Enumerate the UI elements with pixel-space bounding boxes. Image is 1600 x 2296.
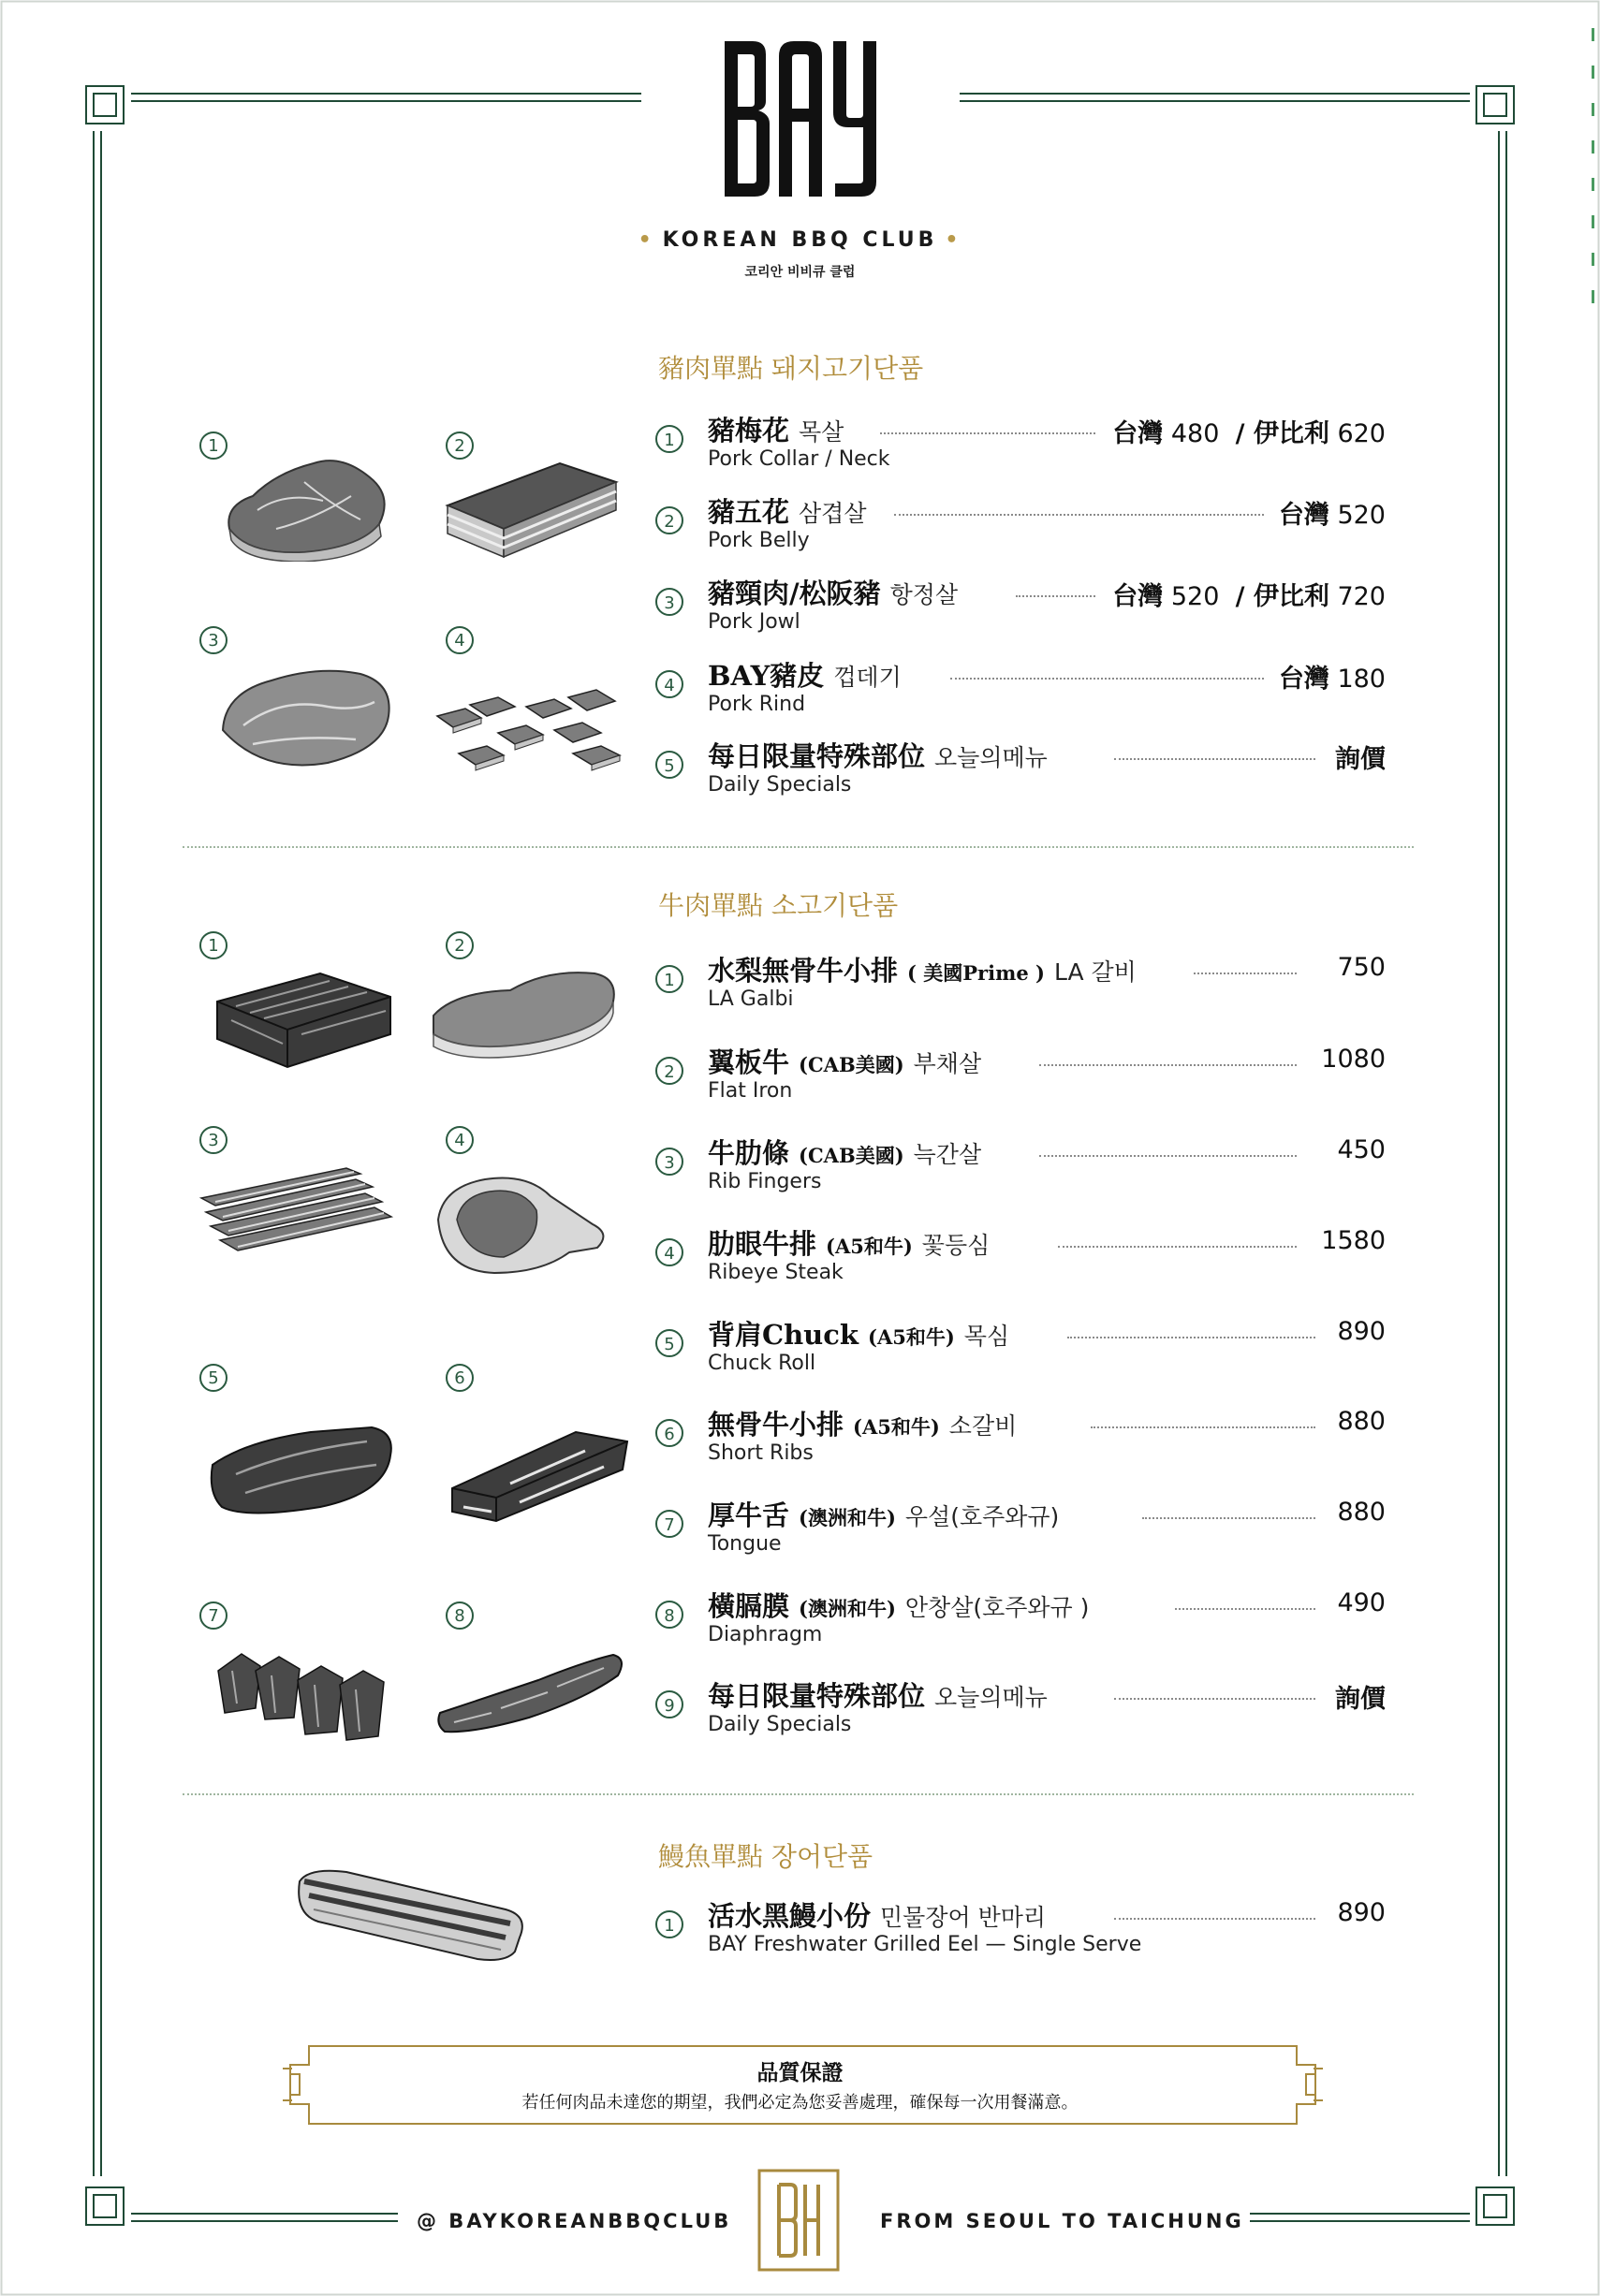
dot-leader <box>1114 758 1315 760</box>
guarantee-text: 若任何肉品未達您的期望，我們必定為您妥善處理，確保每一次用餐滿意。 <box>521 2093 1079 2113</box>
beef-thumb-number-4: 4 <box>446 1126 474 1154</box>
dot-leader <box>1016 595 1095 597</box>
item-origin: ( 美國Prime ) <box>907 961 1045 985</box>
item-name-kr: 부채살 <box>913 1050 982 1077</box>
chuck-roll-illustration <box>208 1418 395 1521</box>
item-name-zh: 水梨無骨牛小排 <box>708 955 899 987</box>
item-name-zh: 活水黑鰻小份 <box>708 1900 872 1932</box>
item-number: 2 <box>655 1057 683 1085</box>
pork-thumb-number-3: 3 <box>199 626 228 654</box>
dot-leader <box>1039 1064 1297 1066</box>
item-name-en: Daily Specials <box>708 1713 852 1736</box>
bay-logo <box>712 36 899 204</box>
item-price <box>1335 1678 1386 1715</box>
beef-item-7 <box>655 1495 1386 1560</box>
item-number: 7 <box>655 1510 683 1538</box>
item-number: 6 <box>655 1419 683 1447</box>
pork-thumb-number-2: 2 <box>446 431 474 460</box>
price-taiwan: 480 <box>1170 419 1220 448</box>
dot-leader <box>950 678 1264 680</box>
pork-thumb-number-4: 4 <box>446 626 474 654</box>
item-number: 2 <box>655 506 683 534</box>
short-ribs-illustration <box>445 1418 632 1526</box>
beef-thumb-number-3: 3 <box>199 1126 228 1154</box>
club-name-text: KOREAN BBQ CLUB <box>662 228 938 252</box>
item-number: 1 <box>655 1910 683 1938</box>
beef-item-5 <box>655 1314 1386 1380</box>
item-name-en: Flat Iron <box>708 1079 793 1103</box>
item-price: 450 <box>1337 1135 1386 1164</box>
item-name-kr: 항정살 <box>889 581 959 608</box>
beef-thumb-number-1: 1 <box>199 931 228 959</box>
item-name-kr: 오늘의메뉴 <box>934 1684 1048 1711</box>
item-name-zh: 翼板牛 <box>708 1046 790 1078</box>
beef-section-title: 牛肉單點 소고기단품 <box>658 890 899 921</box>
price-market: 詢價 <box>1335 1685 1386 1714</box>
item-number: 8 <box>655 1601 683 1629</box>
pork-thumb-number-1: 1 <box>199 431 228 460</box>
item-name-en: Pork Jowl <box>708 610 800 634</box>
diaphragm-illustration <box>435 1647 627 1736</box>
beef-thumb-number-7: 7 <box>199 1601 228 1630</box>
item-number: 5 <box>655 1329 683 1357</box>
item-price <box>1112 576 1386 612</box>
eel-illustration <box>290 1858 534 1970</box>
price-label-taiwan: 台灣 <box>1112 582 1164 611</box>
item-price <box>1335 739 1386 775</box>
beef-thumb-number-6: 6 <box>446 1364 474 1392</box>
beef-item-4 <box>655 1223 1386 1289</box>
pork-belly-illustration <box>438 454 625 562</box>
item-name-en: Tongue <box>708 1532 782 1556</box>
item-name-kr: 목살 <box>799 418 844 446</box>
pork-rind-illustration <box>433 688 629 777</box>
pork-jowl-illustration <box>215 660 398 777</box>
dot-leader <box>1091 1426 1315 1428</box>
price-iberico: 720 <box>1337 582 1386 611</box>
tongue-illustration <box>213 1643 387 1750</box>
item-name-zh: 無骨牛小排 <box>708 1409 844 1440</box>
dot-leader <box>1067 1337 1315 1338</box>
item-name-kr: 늑간살 <box>913 1141 982 1168</box>
item-number: 1 <box>655 965 683 993</box>
item-name-en: Short Ribs <box>708 1441 814 1465</box>
item-name-zh: BAY豬皮 <box>708 660 825 692</box>
item-name-kr: 꽃등심 <box>921 1232 991 1259</box>
pork-item-3 <box>655 573 1386 638</box>
dot-leader <box>1175 1608 1315 1610</box>
item-name-zh: 豬頸肉/松阪豬 <box>708 578 881 609</box>
price-taiwan: 180 <box>1337 665 1386 694</box>
item-price: 890 <box>1337 1898 1386 1927</box>
guarantee-title: 品質保證 <box>756 2060 844 2085</box>
item-name-zh: 每日限量特殊部位 <box>708 740 926 772</box>
item-origin: (A5和牛) <box>868 1325 955 1349</box>
price-label-iberico: / 伊比利 <box>1235 419 1329 448</box>
item-price <box>1112 413 1386 449</box>
price-label-taiwan: 台灣 <box>1112 419 1164 448</box>
la-galbi-illustration <box>208 964 395 1076</box>
item-price: 1080 <box>1321 1045 1386 1074</box>
item-origin: (CAB美國) <box>799 1144 904 1167</box>
section-divider <box>183 846 1414 848</box>
slogan: FROM SEOUL TO TAICHUNG <box>880 2210 1244 2232</box>
item-price: 880 <box>1337 1498 1386 1527</box>
price-taiwan: 520 <box>1337 501 1386 530</box>
dot-leader <box>1142 1517 1315 1519</box>
club-name: • KOREAN BBQ CLUB • <box>638 228 962 252</box>
price-label-taiwan: 台灣 <box>1278 501 1329 530</box>
item-name-en: Pork Rind <box>708 693 806 716</box>
beef-item-8 <box>655 1586 1386 1651</box>
item-name-en: Chuck Roll <box>708 1352 816 1375</box>
price-market: 詢價 <box>1335 745 1386 774</box>
item-name-zh: 橫膈膜 <box>708 1590 790 1622</box>
item-name-en: LA Galbi <box>708 987 794 1011</box>
item-name-en: Pork Collar / Neck <box>708 447 890 471</box>
item-origin: (CAB美國) <box>799 1053 904 1076</box>
pork-item-1 <box>655 410 1386 475</box>
item-number: 1 <box>655 425 683 453</box>
pork-section-title: 豬肉單點 돼지고기단품 <box>658 353 924 384</box>
beef-thumb-number-8: 8 <box>446 1601 474 1630</box>
price-label-taiwan: 台灣 <box>1278 665 1329 694</box>
item-price: 1580 <box>1321 1226 1386 1255</box>
beef-item-9 <box>655 1675 1386 1741</box>
dot-leader <box>1039 1155 1297 1157</box>
item-price: 750 <box>1337 953 1386 982</box>
item-name-kr: 소갈비 <box>948 1412 1018 1440</box>
item-name-zh: 厚牛舌 <box>708 1499 790 1531</box>
item-name-kr: 오늘의메뉴 <box>934 744 1048 771</box>
item-name-zh: 豬五花 <box>708 496 790 528</box>
item-name-kr: 안창살(호주와규 ) <box>904 1594 1090 1621</box>
item-name-kr: LA 갈비 <box>1053 958 1137 986</box>
club-name-korean: 코리안 비비큐 클럽 <box>744 265 856 280</box>
item-name-en: Diaphragm <box>708 1623 823 1646</box>
beef-item-3 <box>655 1133 1386 1198</box>
item-name-kr: 삼겹살 <box>799 500 867 527</box>
item-number: 5 <box>655 751 683 779</box>
item-price: 890 <box>1337 1317 1386 1346</box>
item-number: 3 <box>655 588 683 616</box>
item-name-en: BAY Freshwater Grilled Eel — Single Serve <box>708 1933 1142 1956</box>
item-name-zh: 每日限量特殊部位 <box>708 1680 926 1712</box>
item-name-en: Ribeye Steak <box>708 1261 844 1284</box>
item-name-zh: 背肩Chuck <box>708 1319 859 1351</box>
price-iberico: 620 <box>1337 419 1386 448</box>
item-name-en: Rib Fingers <box>708 1170 822 1193</box>
item-number: 9 <box>655 1690 683 1718</box>
item-origin: (A5和牛) <box>853 1415 940 1439</box>
beef-thumb-number-2: 2 <box>446 931 474 959</box>
pork-collar-illustration <box>220 454 398 562</box>
dot-leader <box>1114 1698 1315 1700</box>
dot-leader <box>1058 1246 1297 1248</box>
dot-leader <box>1114 1918 1315 1920</box>
price-label-iberico: / 伊比利 <box>1235 582 1329 611</box>
item-origin: (澳洲和牛) <box>799 1597 896 1620</box>
ribeye-steak-illustration <box>429 1168 616 1280</box>
dot-leader <box>880 432 1095 434</box>
item-name-kr: 껍데기 <box>833 664 902 691</box>
item-price: 880 <box>1337 1407 1386 1436</box>
pork-item-4 <box>655 655 1386 721</box>
beef-item-2 <box>655 1042 1386 1107</box>
item-name-zh: 肋眼牛排 <box>708 1228 817 1260</box>
item-origin: (澳洲和牛) <box>799 1506 896 1529</box>
item-number: 4 <box>655 670 683 698</box>
item-origin: (A5和牛) <box>826 1235 913 1258</box>
item-number: 4 <box>655 1238 683 1266</box>
instagram-handle[interactable]: @ BAYKOREANBBQCLUB <box>417 2210 732 2232</box>
item-name-kr: 우설(호주와규) <box>904 1503 1060 1530</box>
beef-thumb-number-5: 5 <box>199 1364 228 1392</box>
item-name-en: Pork Belly <box>708 529 810 552</box>
item-name-zh: 豬梅花 <box>708 415 790 446</box>
item-name-en: Daily Specials <box>708 773 852 797</box>
dot-leader <box>894 514 1264 516</box>
item-name-zh: 牛肋條 <box>708 1137 790 1169</box>
flat-iron-illustration <box>426 964 623 1067</box>
item-number: 3 <box>655 1148 683 1176</box>
dot-leader <box>1194 973 1297 974</box>
item-name-kr: 민물장어 반마리 <box>880 1904 1047 1931</box>
item-price: 490 <box>1337 1588 1386 1617</box>
monogram-logo <box>756 2168 841 2273</box>
beef-item-6 <box>655 1404 1386 1470</box>
rib-fingers-illustration <box>197 1161 398 1264</box>
price-taiwan: 520 <box>1170 582 1220 611</box>
pork-item-5 <box>655 736 1386 801</box>
item-name-kr: 목심 <box>963 1323 1010 1350</box>
eel-section-title: 鰻魚單點 장어단품 <box>658 1841 873 1872</box>
pork-item-2 <box>655 491 1386 557</box>
item-price <box>1279 658 1386 695</box>
section-divider <box>183 1793 1414 1795</box>
item-price <box>1279 494 1386 531</box>
beef-item-1 <box>655 950 1386 1016</box>
eel-item-1 <box>655 1895 1386 1961</box>
